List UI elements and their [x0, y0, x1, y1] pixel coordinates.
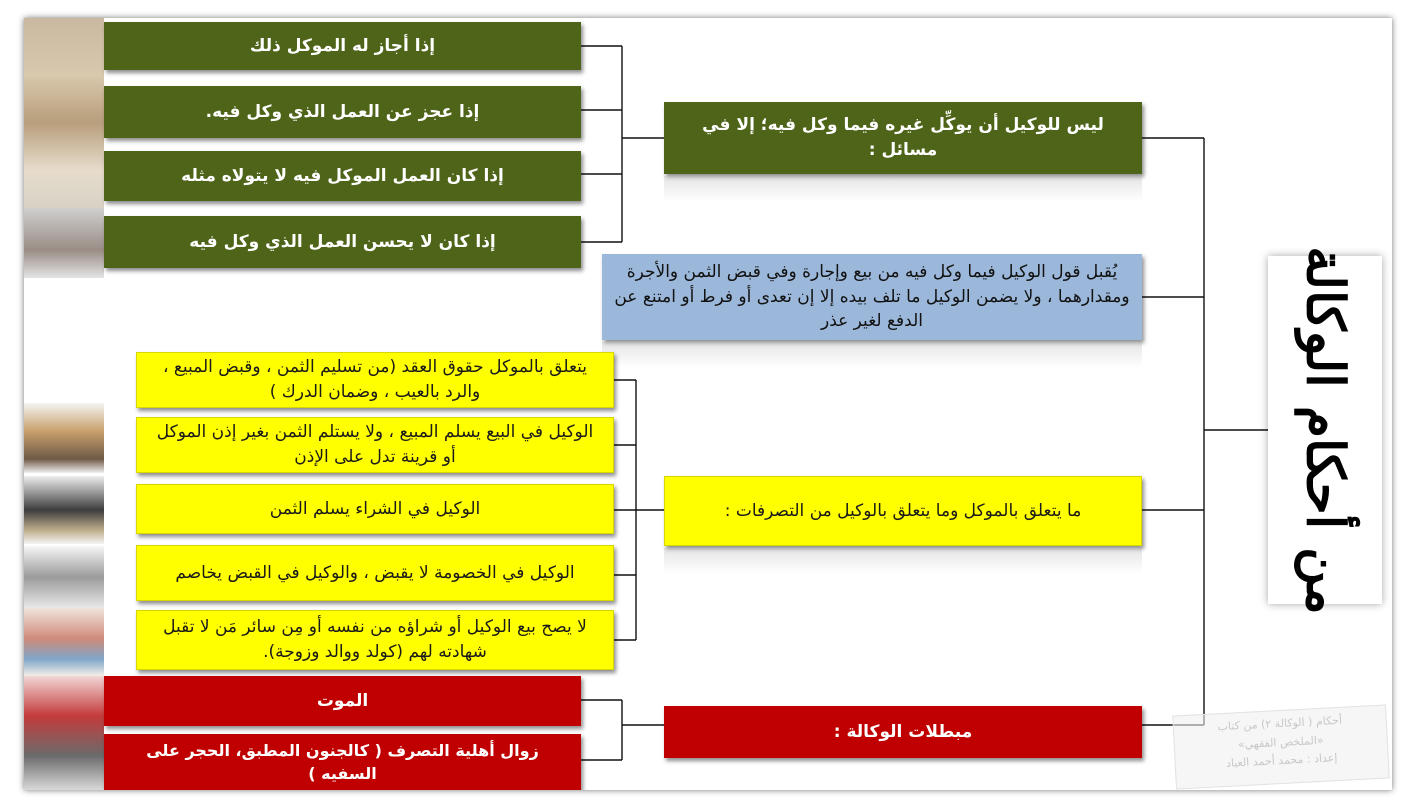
credit-stamp	[1172, 704, 1390, 789]
delegation-item-4: إذا كان لا يحسن العمل الذي وكل فيه	[104, 216, 581, 268]
nullifiers-node: مبطلات الوكالة :	[664, 706, 1142, 758]
credit-line-1: أحكام ( الوكالة ٢) من كتاب	[1217, 713, 1343, 734]
transaction-item-2: الوكيل في البيع يسلم المبيع ، ولا يستلم الثمن بغير إذن الموكل أو قرينة تدل على الإذن	[136, 417, 614, 473]
nullifier-item-2: زوال أهلية التصرف ( كالجنون المطبق، الحجر على السفيه )	[104, 734, 581, 790]
credit-line-2: «الملخص الفقهي»	[1237, 733, 1324, 751]
delegation-item-2: إذا عجز عن العمل الذي وكل فيه.	[104, 86, 581, 138]
delegation-item-1: إذا أجاز له الموكل ذلك	[104, 22, 581, 70]
acceptance-reflection	[602, 342, 1142, 368]
transaction-item-5: لا يصح بيع الوكيل أو شراؤه من نفسه أو مِن سائر مَن لا تقبل شهادته لهم (كولد ووالد وزوجة).	[136, 610, 614, 670]
nullifier-item-1: الموت	[104, 676, 581, 726]
transactions-node: ما يتعلق بالموكل وما يتعلق بالوكيل من التصرفات :	[664, 476, 1142, 546]
credit-line-3: إعداد : محمد أحمد العباد	[1225, 751, 1338, 771]
transaction-item-4: الوكيل في الخصومة لا يقبض ، والوكيل في القبض يخاصم	[136, 545, 614, 601]
transactions-reflection	[664, 548, 1142, 574]
delegation-reflection	[664, 176, 1142, 202]
slide	[24, 18, 1392, 790]
page-title: من أحكام الوكالة	[1294, 245, 1356, 615]
transaction-item-1: يتعلق بالموكل حقوق العقد (من تسليم الثمن ، وقبض المبيع ، والرد بالعيب ، وضمان الدرك )	[136, 352, 614, 408]
acceptance-node: يُقبل قول الوكيل فيما وكل فيه من بيع وإجارة وفي قبض الثمن والأجرة ومقدارهما ، ولا يضمن الوكيل ما تلف بيده إلا إن تعدى أو فرط أو امتنع عن الدفع لغير عذر	[602, 254, 1142, 340]
title-box	[1268, 245, 1382, 615]
delegation-item-3: إذا كان العمل الموكل فيه لا يتولاه مثله	[104, 151, 581, 201]
transaction-item-3: الوكيل في الشراء يسلم الثمن	[136, 484, 614, 534]
delegation-node: ليس للوكيل أن يوكِّل غيره فيما وكل فيه؛ إلا في مسائل :	[664, 102, 1142, 174]
